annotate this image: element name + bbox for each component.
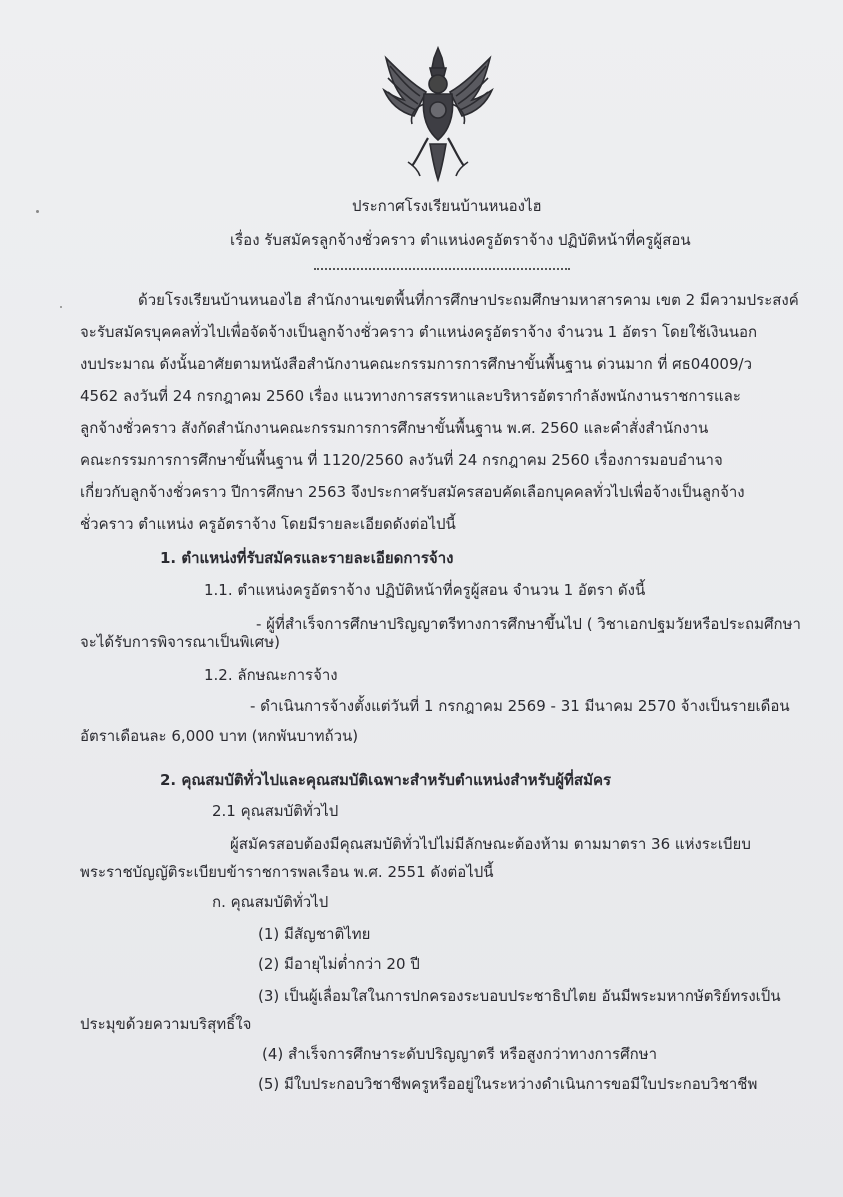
- sub-item-a: ก. คุณสมบัติทั่วไป: [212, 893, 329, 911]
- item-1-2-detail-line-2: อัตราเดือนละ 6,000 บาท (หกพันบาทถ้วน): [80, 727, 359, 745]
- intro-line-7: เกี่ยวกับลูกจ้างชั่วคราว ปีการศึกษา 2563 จึงประกาศรับสมัครสอบคัดเลือกบุคคลทั่วไปเพื่อจ้างเป็นลูกจ้าง: [80, 483, 745, 501]
- item-1-2: 1.2. ลักษณะการจ้าง: [204, 666, 338, 684]
- qualification-5: (5) มีใบประกอบวิชาชีพครูหรืออยู่ในระหว่างดำเนินการขอมีใบประกอบวิชาชีพ: [258, 1075, 758, 1093]
- qualification-3: (3) เป็นผู้เลื่อมใสในการปกครองระบอบประชาธิปไตย อันมีพระมหากษัตริย์ทรงเป็น: [258, 987, 781, 1005]
- section-2-heading: 2. คุณสมบัติทั่วไปและคุณสมบัติเฉพาะสำหรับตำแหน่งสำหรับผู้ที่สมัคร: [160, 771, 612, 789]
- item-2-1-detail-line-1: ผู้สมัครสอบต้องมีคุณสมบัติทั่วไปไม่มีลักษณะต้องห้าม ตามมาตรา 36 แห่งระเบียบ: [230, 835, 751, 853]
- intro-line-4: 4562 ลงวันที่ 24 กรกฎาคม 2560 เรื่อง แนวทางการสรรหาและบริหารอัตรากำลังพนักงานราชการและ: [80, 387, 741, 405]
- qualification-3-continued: ประมุขด้วยความบริสุทธิ์ใจ: [80, 1015, 252, 1033]
- qualification-2: (2) มีอายุไม่ต่ำกว่า 20 ปี: [258, 955, 420, 973]
- garuda-emblem-icon: [378, 44, 498, 184]
- intro-line-5: ลูกจ้างชั่วคราว สังกัดสำนักงานคณะกรรมการการศึกษาขั้นพื้นฐาน พ.ศ. 2560 และคำสั่งสำนักงาน: [80, 419, 709, 437]
- qualification-1: (1) มีสัญชาติไทย: [258, 925, 371, 943]
- intro-line-6: คณะกรรมการการศึกษาขั้นพื้นฐาน ที่ 1120/2560 ลงวันที่ 24 กรกฎาคม 2560 เรื่องการมอบอำนาจ: [80, 451, 723, 469]
- scan-speck: [36, 210, 39, 213]
- qualification-4: (4) สำเร็จการศึกษาระดับปริญญาตรี หรือสูงกว่าทางการศึกษา: [262, 1045, 658, 1063]
- item-1-2-detail-line-1: - ดำเนินการจ้างตั้งแต่วันที่ 1 กรกฎาคม 2569 - 31 มีนาคม 2570 จ้างเป็นรายเดือน: [250, 697, 790, 715]
- scan-speck: [60, 306, 62, 308]
- announcement-title: ประกาศโรงเรียนบ้านหนองไฮ: [352, 197, 542, 215]
- item-1-1: 1.1. ตำแหน่งครูอัตราจ้าง ปฏิบัติหน้าที่ครูผู้สอน จำนวน 1 อัตรา ดังนี้: [204, 581, 646, 599]
- item-2-1: 2.1 คุณสมบัติทั่วไป: [212, 802, 339, 820]
- intro-line-1: ด้วยโรงเรียนบ้านหนองไฮ สำนักงานเขตพื้นที่การศึกษาประถมศึกษามหาสารคาม เขต 2 มีความประสงค์: [138, 291, 799, 309]
- item-1-1-detail-line-2: จะได้รับการพิจารณาเป็นพิเศษ): [80, 633, 280, 651]
- intro-line-8: ชั่วคราว ตำแหน่ง ครูอัตราจ้าง โดยมีรายละเอียดดังต่อไปนี้: [80, 515, 456, 533]
- item-2-1-detail-line-2: พระราชบัญญัติระเบียบข้าราชการพลเรือน พ.ศ. 2551 ดังต่อไปนี้: [80, 863, 494, 881]
- item-1-1-detail-line-1: - ผู้ที่สำเร็จการศึกษาปริญญาตรีทางการศึกษาขึ้นไป ( วิชาเอกปฐมวัยหรือประถมศึกษา: [256, 615, 801, 633]
- announcement-subject: เรื่อง รับสมัครลูกจ้างชั่วคราว ตำแหน่งครูอัตราจ้าง ปฏิบัติหน้าที่ครูผู้สอน: [230, 231, 691, 249]
- intro-line-3: งบประมาณ ดังนั้นอาศัยตามหนังสือสำนักงานคณะกรรมการการศึกษาขั้นพื้นฐาน ด่วนมาก ที่ ศธ04009/ว: [80, 355, 752, 373]
- header-separator: [314, 268, 570, 270]
- section-1-heading: 1. ตำแหน่งที่รับสมัครและรายละเอียดการจ้าง: [160, 549, 454, 567]
- intro-line-2: จะรับสมัครบุคคลทั่วไปเพื่อจัดจ้างเป็นลูกจ้างชั่วคราว ตำแหน่งครูอัตราจ้าง จำนวน 1 อัตรา โดยใช้เงินนอก: [80, 323, 758, 341]
